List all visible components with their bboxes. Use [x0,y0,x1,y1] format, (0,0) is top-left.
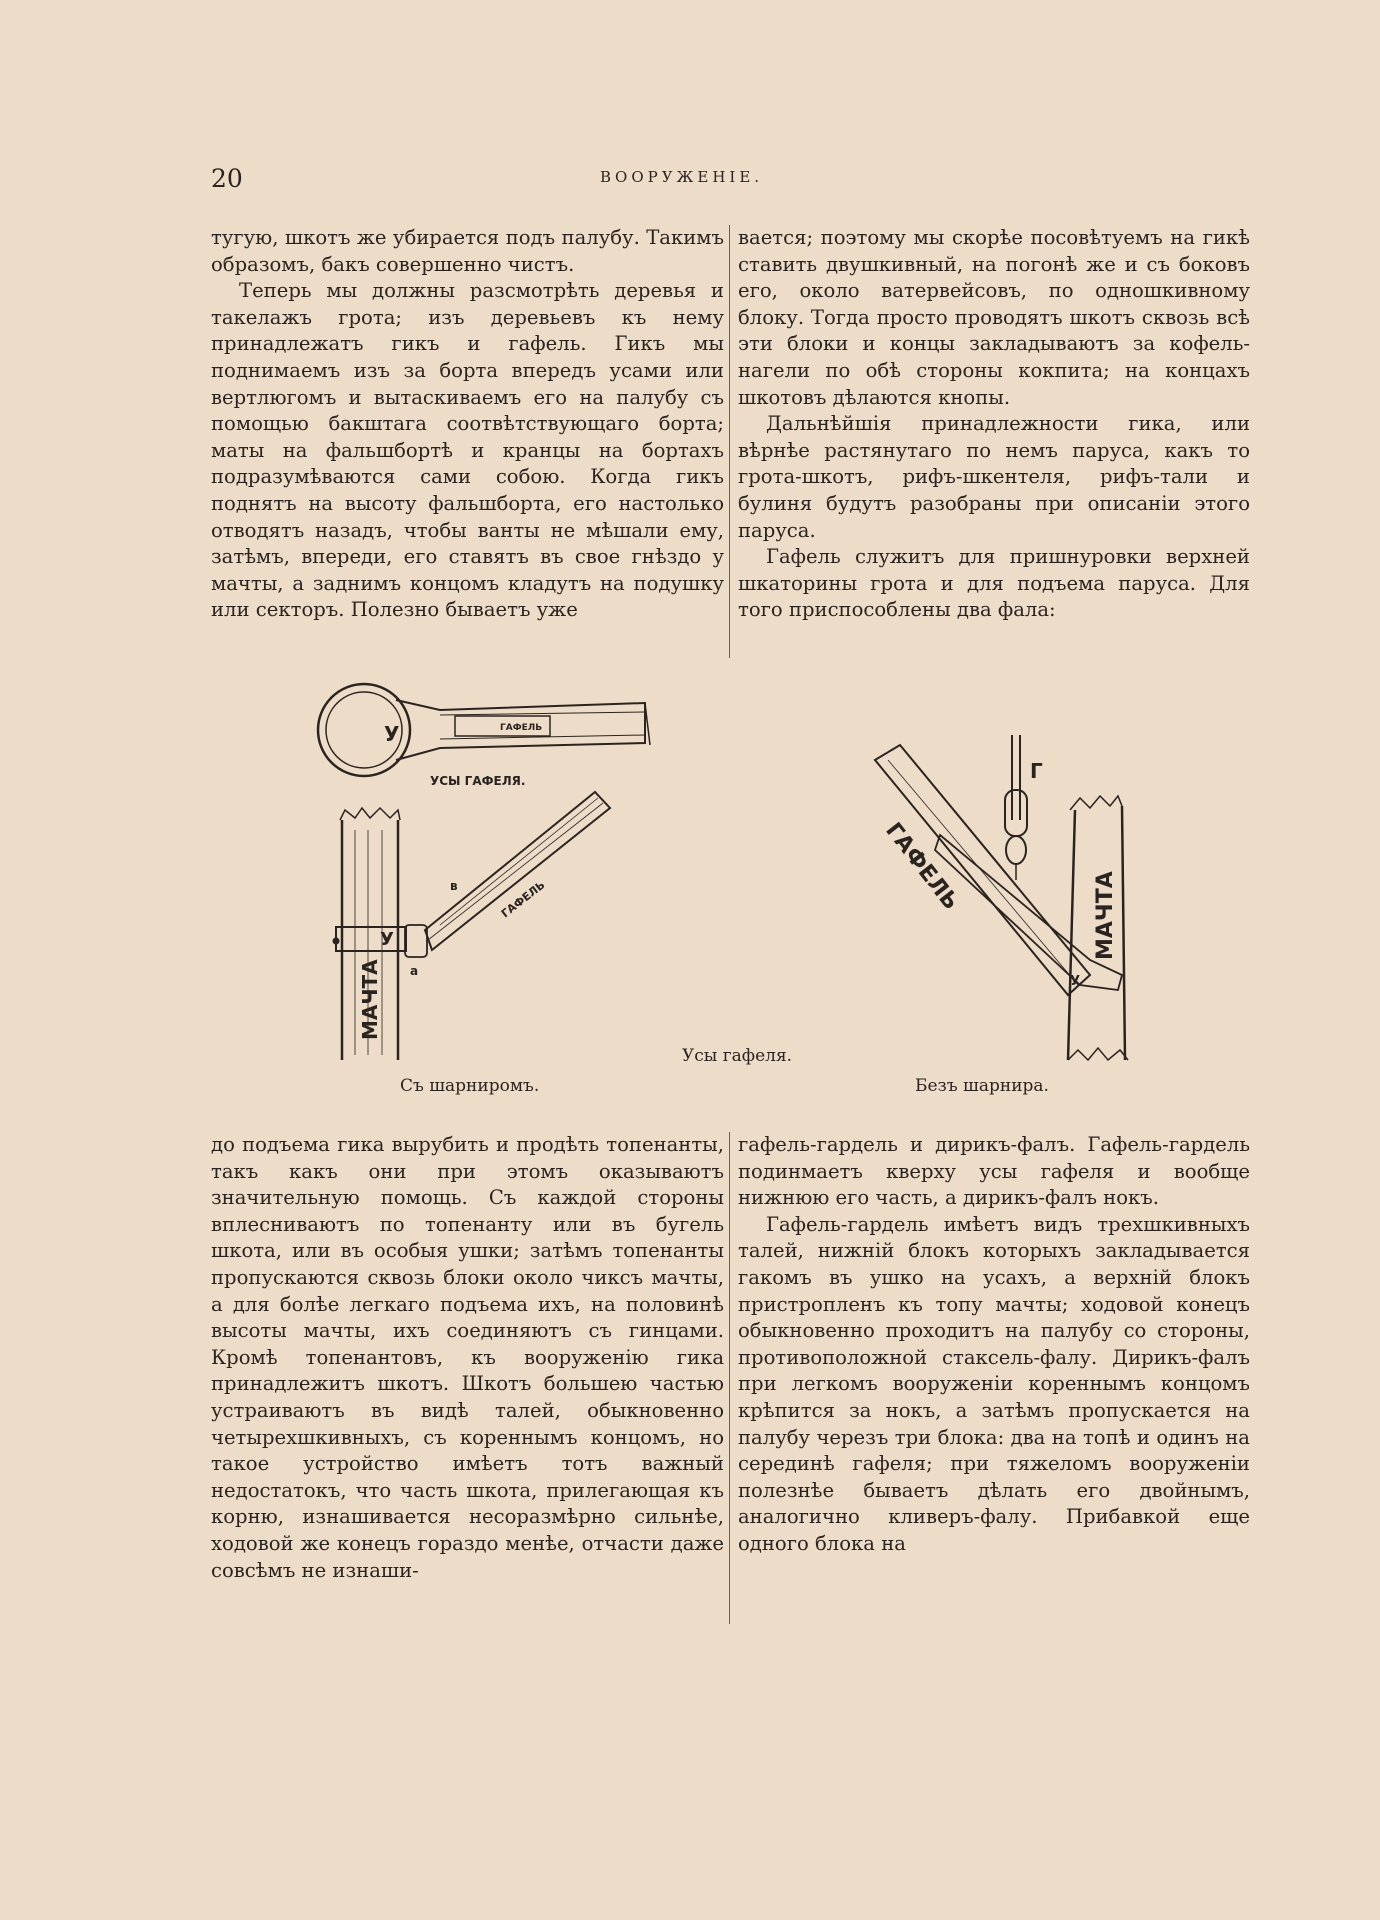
paragraph: вается; поэтому мы скорѣе посовѣтуемъ на гикѣ ставить двушкивный, на погонѣ же и съ боковъ его, около ватервейсовъ, по одношкивному блоку. Тогда просто проводятъ шкотъ сквозь всѣ эти блоки и концы закладываютъ за кофель-нагели по обѣ стороны кокпита; на концахъ шкотовъ дѣлаются кнопы. [738,226,1250,409]
label-u-left: У [380,929,394,950]
paragraph: Гафель служитъ для пришнуровки верхней шкаторины грота и для подъема паруса. Для того приспособлены два фала: [738,545,1250,622]
paragraph: Дальнѣйшія принадлежности гика, или вѣрнѣе растянутаго по немъ паруса, какъ то грота-шкотъ, рифъ-шкентеля, рифъ-тали и булиня будутъ разобраны при описаніи этого паруса. [738,412,1250,542]
label-u-right: У [1070,974,1081,989]
label-u: У [384,722,400,746]
paragraph: Теперь мы должны разсмотрѣть деревья и такелажъ грота; изъ деревьевъ къ нему принадлежатъ гикъ и гафель. Гикъ мы поднимаемъ изъ за борта впередъ усами или вертлюгомъ и вытаскиваемъ его на палубу съ помощью бакштага соотвѣтствующаго борта; маты на фальшбортѣ и кранцы на бортахъ подразумѣваются сами собою. Когда гикъ поднятъ на высоту фальшборта, его настолько отводятъ назадъ, чтобы ванты не мѣшали ему, затѣмъ, впереди, его ставятъ въ свое гнѣздо у мачты, а заднимъ концомъ кладутъ на подушку или секторъ. Полезно бываетъ уже [211,279,724,622]
column-divider [729,1132,730,1624]
label-machta-left: МАЧТА [358,959,382,1040]
label-a: а [410,964,419,978]
column-right-bottom [738,1132,1250,1558]
label-usy-gafelya: УСЫ ГАФЕЛЯ. [430,774,526,788]
page-number: 20 [211,164,243,193]
label-v: в [450,879,458,893]
caption-without-hinge: Безъ шарнира. [915,1076,1049,1096]
paragraph: Гафель-гардель имѣетъ видъ трехшкивныхъ талей, нижній блокъ которыхъ закладывается гакомъ въ ушко на усахъ, а верхній блокъ пристропленъ къ топу мачты; ходовой конецъ обыкновенно проходитъ на палубу со стороны, противоположной стаксель-фалу. Дирикъ-фалъ при легкомъ вооруженіи кореннымъ концомъ крѣпится за нокъ, а затѣмъ пропускается на палубу черезъ три блока: два на топѣ и одинъ на серединѣ гафеля; при тяжеломъ вооруженіи полезнѣе бываетъ дѣлать его двойнымъ, аналогично кливеръ-фалу. Прибавкой еще одного блока на [738,1212,1250,1555]
running-head: ВООРУЖЕНІЕ. [600,168,764,186]
caption-gaff-jaws: Усы гафеля. [682,1046,793,1066]
caption-with-hinge: Съ шарниромъ. [400,1076,540,1096]
label-g: Г [1030,759,1043,783]
label-gafel-left: ГАФЕЛЬ [498,878,548,921]
paragraph: до подъема гика вырубить и продѣть топенанты, такъ какъ они при этомъ оказываютъ значительную помощь. Съ каждой стороны вплесниваютъ по топенанту или въ бугель шкота, или въ особыя ушки; затѣмъ топенанты пропускаются сквозь блоки около чиксъ мачты, а для болѣе легкаго подъема ихъ, на половинѣ высоты мачты, ихъ соединяютъ съ гинцами. Кромѣ топенантовъ, къ вооруженію гика принадлежитъ шкотъ. Шкотъ большею частью устраиваютъ въ видѣ талей, обыкновенно четырехшкивныхъ, съ кореннымъ концомъ, но такое устройство имѣетъ тотъ важный недостатокъ, что часть шкота, прилегающая къ корню, изнашивается несоразмѣрно сильнѣе, ходовой же конецъ гораздо менѣе, отчасти даже совсѣмъ не изнаши- [211,1133,724,1582]
paragraph: гафель-гардель и дирикъ-фалъ. Гафель-гардель подинмаетъ кверху усы гафеля и вообще нижнюю его часть, а дирикъ-фалъ нокъ. [738,1133,1250,1210]
without-hinge-drawing [875,735,1128,1060]
label-machta-right: МАЧТА [1093,871,1118,960]
gaff-jaws-ring-drawing [318,684,650,776]
paragraph: тугую, шкотъ же убирается подъ палубу. Такимъ образомъ, бакъ совершенно чистъ. [211,226,724,276]
label-gafel-small: ГАФЕЛЬ [500,723,543,733]
column-left-bottom [211,1132,724,1584]
label-gafel-right: ГАФЕЛЬ [880,818,964,915]
